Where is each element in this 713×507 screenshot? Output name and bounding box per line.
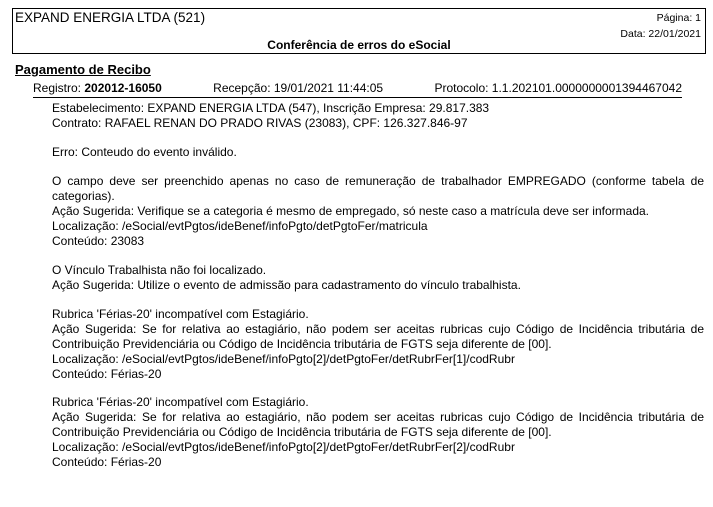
error-content: Conteúdo: 23083 xyxy=(52,234,145,248)
report-header xyxy=(12,8,706,54)
error-location: Localização: /eSocial/evtPgtos/ideBenef/infoPgto[2]/detPgtoFer/detRubrFer[2]/codRubr xyxy=(52,440,515,454)
registro-label: Registro: xyxy=(33,81,82,95)
report-title: Conferência de erros do eSocial xyxy=(267,38,451,52)
error-message: O Vínculo Trabalhista não foi localizado. xyxy=(52,263,267,277)
record-details xyxy=(52,101,704,470)
suggested-action: Ação Sugerida: Se for relativa ao estagiário, não podem ser aceitas rubricas cujo Código de Incidência tributária de Contribuição Previdenciária ou Código de Incidência tributária de FGTS seja diferente de [00]. xyxy=(52,322,704,351)
protocolo: Protocolo: 1.1.202101.0000000001394467042 xyxy=(434,81,682,95)
error-location: Localização: /eSocial/evtPgtos/ideBenef/infoPgto/detPgtoFer/matricula xyxy=(52,219,428,233)
registro-value: 202012-16050 xyxy=(84,81,162,95)
error-location: Localização: /eSocial/evtPgtos/ideBenef/infoPgto[2]/detPgtoFer/detRubrFer[1]/codRubr xyxy=(52,352,515,366)
company-name: EXPAND ENERGIA LTDA (521) xyxy=(15,10,206,25)
section-title: Pagamento de Recibo xyxy=(15,62,151,77)
error-message: O campo deve ser preenchido apenas no caso de remuneração de trabalhador EMPREGADO (conforme tabela de categorias). xyxy=(52,174,704,203)
recepcao: Recepção: 19/01/2021 11:44:05 xyxy=(213,81,384,95)
contrato: Contrato: RAFAEL RENAN DO PRADO RIVAS (23083), CPF: 126.327.846-97 xyxy=(52,116,468,130)
suggested-action: Ação Sugerida: Se for relativa ao estagiário, não podem ser aceitas rubricas cujo Código de Incidência tributária de Contribuição Previdenciária ou Código de Incidência tributária de FGTS seja diferente de [00]. xyxy=(52,410,704,439)
registro xyxy=(33,81,162,97)
suggested-action: Ação Sugerida: Utilize o evento de admissão para cadastramento do vínculo trabalhista. xyxy=(52,278,521,292)
page-number: Página: 1 xyxy=(656,12,701,24)
suggested-action: Ação Sugerida: Verifique se a categoria é mesmo de empregado, só neste caso a matrícula deve ser informada. xyxy=(52,204,649,218)
error-content: Conteúdo: Férias-20 xyxy=(52,455,162,469)
error-message: Erro: Conteudo do evento inválido. xyxy=(52,145,237,159)
record-line xyxy=(33,81,682,98)
error-content: Conteúdo: Férias-20 xyxy=(52,367,162,381)
report-date: Data: 22/01/2021 xyxy=(620,28,701,40)
estabelecimento: Estabelecimento: EXPAND ENERGIA LTDA (547), Inscrição Empresa: 29.817.383 xyxy=(52,101,490,115)
error-message: Rubrica 'Férias-20' incompatível com Estagiário. xyxy=(52,307,309,321)
error-message: Rubrica 'Férias-20' incompatível com Estagiário. xyxy=(52,395,309,409)
